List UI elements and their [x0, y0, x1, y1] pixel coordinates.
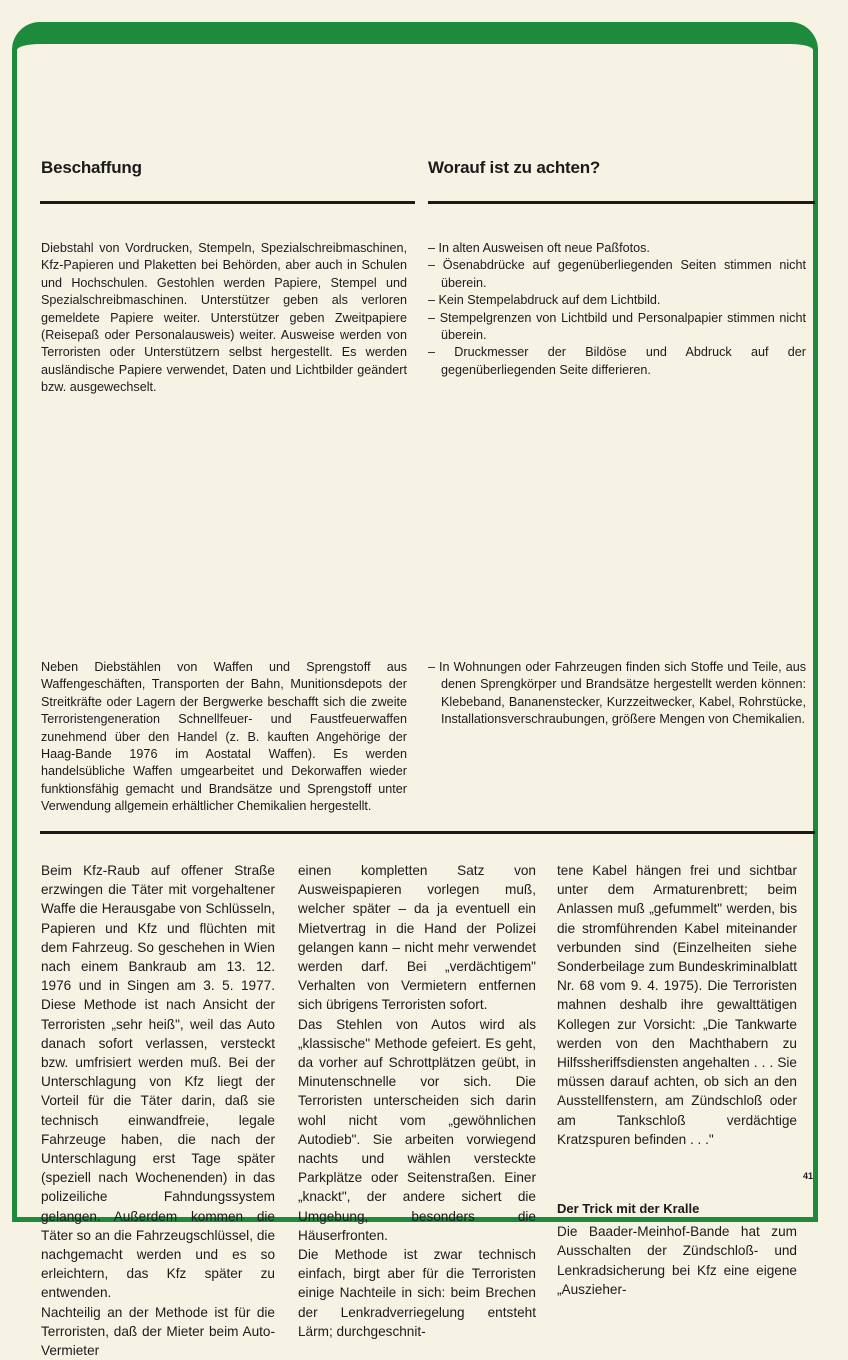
heading-rule-left: [40, 201, 415, 204]
column-1: Beim Kfz-Raub auf offener Straße erzwingen die Täter mit vorgehaltener Waffe die Herausgabe von Schlüsseln, Papieren und Kfz und flüchten mit dem Fahrzeug. So geschehen in Wien nach einem Bankraub am 13. 12. 1976 und in Singen am 3. 5. 1977. Diese Methode ist nach Ansicht der Terroristen „sehr heiß", weil das Auto danach sofort verlassen, versteckt bzw. umfrisiert werden muß. Bei der Unterschlagung von Kfz liegt der Vorteil für die Täter darin, daß sie technisch einwandfreie, legale Fahrzeuge haben, die nach der Unterschlagung erst Tage später (speziell nach Wochenenden) in das polizeiliche Fahndungssystem gelangen. Außerdem kommen die Täter so an die Fahrzeugschlüssel, die nachgemacht werden und es so erleichtern, das Kfz später zu entwenden. Nachteilig an der Methode ist für die Terroristen, daß der Mieter beim Auto-Vermieter: [41, 863, 275, 1359]
beschaffung-paragraph-1: Diebstahl von Vordrucken, Stempeln, Spezialschreibmaschinen, Kfz-Papieren und Plaketten bei Behörden, aber auch in Schulen und Hochschulen. Gestohlen werden Papiere, Stempel und Spezialschreibmaschinen. Unterstützer geben als verloren gemeldete Papiere weiter. Unterstützer geben Zweitpapiere (Reisepaß oder Personalausweis) weiter. Ausweise werden von Terroristen oder Unterstützern selbst hergestellt. Es werden ausländische Papiere verwendet, Daten und Lichtbilder geändert bzw. ausgewechselt.: [41, 241, 407, 395]
column-3: tene Kabel hängen frei und sichtbar unter dem Armaturenbrett; beim Anlassen muß „gefummelt" werden, bis die stromführenden Kabel miteinander verbunden sind (Einzelheiten siehe Sonderbeilage zum Bundeskriminalblatt Nr. 68 vom 9. 4. 1975). Die Terroristen mahnen deshalb ihre gewalttätigen Kollegen zur Vorsicht: „Die Tankwarte werden von den Machthabern zu Hilfssheriffsdiensten angehalten . . . Sie müssen darauf achten, ob sich an den Ausstellfenstern, am Zündschloß oder am Tankschloß verdächtige Kratzspuren befinden . . ." Der Trick mit der Kralle Die Baader-Meinhof-Bande hat zum Ausschalten der Zündschloß- und Lenkradsicherung bei Kfz eine eigene „Auszieher-: [557, 863, 797, 1297]
achten-list: [428, 240, 806, 379]
heading-beschaffung: Beschaffung: [41, 158, 142, 177]
subheading-kralle: Der Trick mit der Kralle: [557, 1201, 700, 1217]
beschaffung-paragraph-2: Neben Diebstählen von Waffen und Sprengstoff aus Waffengeschäften, Transporten der Bahn, Munitionsdepots der Streitkräfte oder Lagern der Bergwerke beschafft sich die zweite Terroristengeneration Schnellfeuer- und Faustfeuerwaffen zunehmend über den Handel (z. B. kauften Angehörige der Haag-Bande 1976 im Aostatal Waffen). Es werden handelsübliche Waffen umgearbeitet und Dekorwaffen wieder funktionsfähig gemacht und Brandsätze und Sprengstoff unter Verwendung allgemein erhältlicher Chemikalien hergestellt.: [41, 660, 407, 814]
section-rule: [40, 831, 815, 834]
achten-item: – In Wohnungen oder Fahrzeugen finden sich Stoffe und Teile, aus denen Sprengkörper und Brandsätze hergestellt werden können: Klebeband, Bananenstecker, Kurzzeitwecker, Kabel, Rohrstücke, Installationsverschraubungen, größere Mengen von Chemikalien.: [428, 660, 806, 727]
column-2: einen kompletten Satz von Ausweispapieren vorlegen muß, welcher später – da ja eventuell ein Mietvertrag in die Hand der Polizei gelangen kann – nicht mehr verwendet werden darf. Bei „verdächtigem" Verhalten von Vermietern entfernen sich übrigens Terroristen sofort. Das Stehlen von Autos wird als „klassische" Methode gefeiert. Es geht, da vorher auf Schrottplätzen geübt, in Minutenschnelle vor sich. Die Terroristen unterscheiden sich darin wohl nicht vom „gewöhnlichen Autodieb". Sie arbeiten vorwiegend nachts und wählen versteckte Parkplätze oder Seitenstraßen. Einer „knackt", der andere sichert die Umgebung, besonders die Häuserfronten. Die Methode ist zwar technisch einfach, birgt aber für die Terroristen einige Nachteile in sich: beim Brechen der Lenkradverriegelung entsteht Lärm; durchgeschnit-: [298, 863, 536, 1339]
achten-item: – Stempelgrenzen von Lichtbild und Personalpapier stimmen nicht überein.: [428, 310, 806, 343]
heading-worauf-achten: Worauf ist zu achten?: [428, 158, 601, 177]
achten-item: – Kein Stempelabdruck auf dem Lichtbild.: [428, 293, 661, 308]
achten-item: – Ösenabdrücke auf gegenüberliegenden Seiten stimmen nicht überein.: [428, 258, 806, 290]
heading-rule-right: [428, 201, 815, 204]
achten-list-2: [428, 659, 806, 729]
page-number: 41: [803, 1171, 814, 1181]
achten-item: – In alten Ausweisen oft neue Paßfotos.: [428, 241, 650, 255]
achten-item: – Druckmesser der Bildöse und Abdruck auf der gegenüberliegenden Seite differieren.: [428, 345, 806, 377]
